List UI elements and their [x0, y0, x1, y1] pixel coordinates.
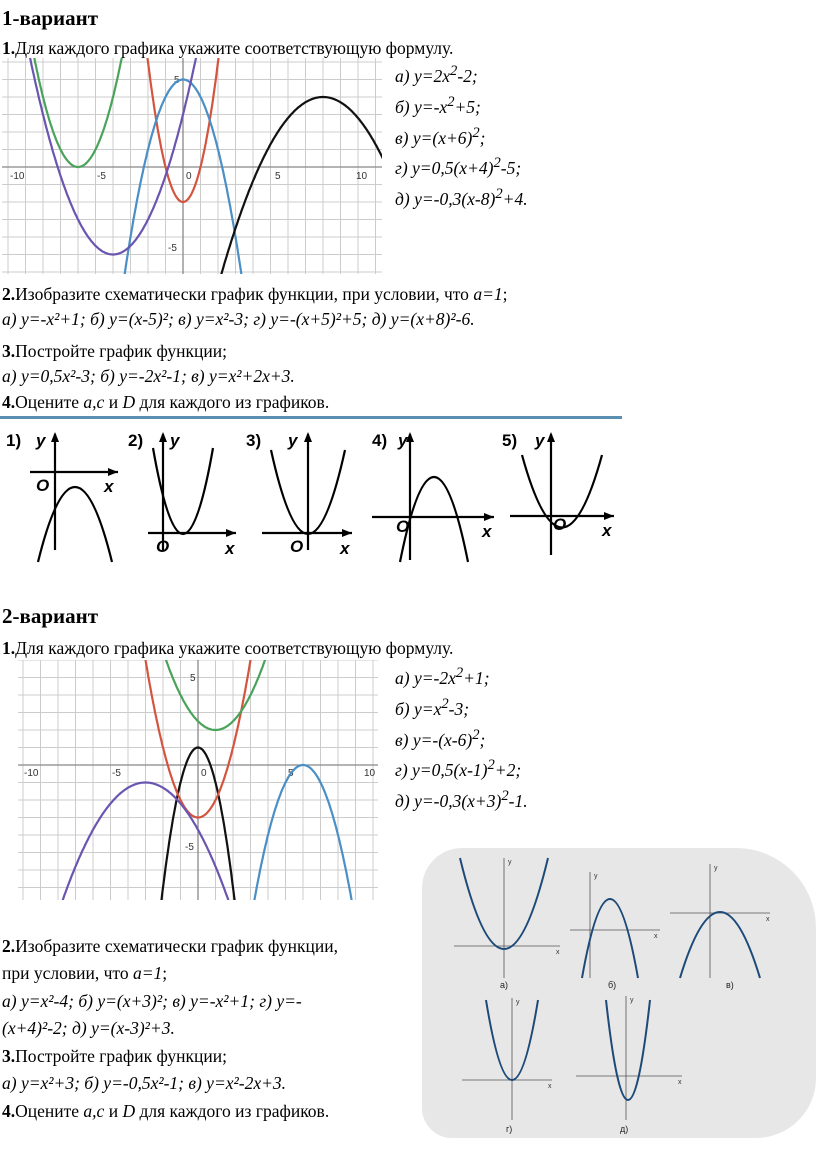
mini-graph-d-label: г) — [506, 1124, 513, 1134]
v2-tick-x-10: 10 — [364, 768, 376, 779]
v2-parabola-graph — [18, 660, 380, 902]
svg-text:y: y — [508, 859, 512, 866]
mini-graph-c-curve — [680, 912, 760, 978]
v2-task-3: 3.Постройте график функции; — [2, 1046, 227, 1066]
v1-formula-b: б) $y=-x^2+5$; — [395, 93, 481, 117]
svg-text:y: y — [594, 873, 598, 880]
v2-tick-x-5: 5 — [288, 768, 294, 779]
v1-curve-e — [2, 97, 384, 276]
mini-graph-b-curve — [582, 899, 638, 978]
v1-parabola-graph — [2, 58, 384, 276]
svg-text:y: y — [630, 997, 634, 1004]
v2-task-2-items-2: (x+4)²-2; д) y=(x-3)²+3. — [2, 1018, 175, 1038]
v1-curve-d — [2, 58, 384, 255]
mini-graph-b-label: б) — [608, 980, 617, 990]
mini-graph-c-label: в) — [726, 980, 734, 990]
v2-task-2-line2: при условии, что a=1; — [2, 963, 168, 983]
svg-text:y: y — [170, 431, 180, 450]
v2-task-3-items: а) y=x²+3; б) y=-0,5x²-1; в) y=x²-2x+3. — [2, 1073, 287, 1093]
v2-tick-x-neg10: -10 — [24, 768, 39, 779]
sketch-2-num: 2) — [128, 431, 144, 450]
v1-tick-x-10: 10 — [356, 171, 368, 182]
v2-formula-a: а) $y=-2x^2+1$; — [395, 665, 490, 688]
svg-text:x: x — [340, 539, 350, 558]
v1-task-4: 4.Оцените a,c и D для каждого из графиков. — [2, 392, 330, 412]
svg-text:x: x — [654, 933, 658, 940]
v2-tick-y-neg5: -5 — [185, 842, 194, 853]
v1-formula-list — [395, 58, 528, 212]
svg-text:x: x — [104, 477, 114, 496]
v2-task-1: 1.Для каждого графика укажите соответствующую формулу. — [2, 638, 454, 658]
svg-text:y: y — [288, 431, 298, 450]
mini-graph-e-curve — [606, 1000, 650, 1100]
v1-grid — [2, 58, 382, 274]
svg-text:x: x — [556, 949, 560, 956]
v2-task-4: 4.Оцените a,c и D для каждого из графиков. — [2, 1101, 330, 1121]
svg-text:x: x — [482, 522, 492, 541]
svg-text:O: O — [553, 515, 567, 534]
mini-graph-a-label: а) — [500, 980, 509, 990]
svg-text:x: x — [678, 1079, 682, 1086]
sketch-4-num: 4) — [372, 431, 388, 450]
v1-task-3: 3.Постройте график функции; — [2, 341, 227, 361]
v2-formula-e: д) $y=-0,3(x+3)^2-1$. — [395, 788, 528, 812]
v2-formula-b: б) $y=x^2-3$; — [395, 695, 470, 719]
svg-text:y: y — [535, 431, 545, 450]
v2-task-2-items-1: а) y=x²-4; б) y=(x+3)²; в) y=-x²+1; г) y=- — [2, 991, 302, 1011]
v2-curves — [18, 660, 380, 902]
svg-text:x: x — [602, 521, 612, 540]
v1-formula-d: г) $y=0,5(x+4)^2-5$; — [395, 155, 522, 179]
v2-mini-graphs — [440, 850, 810, 1135]
svg-text:O: O — [36, 476, 50, 495]
v2-task-2: 2.Изобразите схематически график функции, — [2, 936, 338, 956]
v1-task-3-items: а) y=0,5x²-3; б) y=-2x²-1; в) y=x²+2x+3. — [2, 366, 295, 386]
svg-text:O: O — [290, 537, 304, 556]
separator-bar — [0, 416, 622, 419]
v1-curve-b — [2, 80, 384, 277]
v2-formula-list — [395, 660, 528, 814]
v1-tick-x-5: 5 — [275, 171, 281, 182]
svg-text:y: y — [398, 431, 408, 450]
sketch-1-num: 1) — [6, 431, 22, 450]
svg-text:y: y — [36, 431, 46, 450]
v2-tick-x-neg5: -5 — [112, 768, 121, 779]
v1-task-2: 2.Изобразите схематически график функции, при условии, что a=1; — [2, 284, 508, 304]
v1-formula-a: а) $y=2x^2-2$; — [395, 63, 478, 86]
v2-tick-y-5: 5 — [190, 673, 196, 684]
v1-task-1-num: 1. — [2, 38, 16, 58]
v1-task-1 — [2, 36, 453, 60]
sketch-1-curve — [38, 487, 112, 562]
sketch-5-num: 5) — [502, 431, 518, 450]
variant-2-title: 2-вариант — [2, 604, 99, 628]
v1-tick-x-0: 0 — [186, 171, 192, 182]
v2-curve-a — [18, 748, 380, 903]
svg-text:y: y — [714, 865, 718, 872]
v2-formula-c: в) $y=-(x-6)^2$; — [395, 726, 486, 750]
sketch-3-num: 3) — [246, 431, 262, 450]
svg-text:O: O — [396, 517, 410, 536]
svg-text:x: x — [766, 916, 770, 923]
v1-tick-x-neg10: -10 — [10, 171, 25, 182]
svg-text:y: y — [516, 999, 520, 1006]
svg-text:O: O — [156, 537, 170, 556]
v1-formula-c: в) $y=(x+6)^2$; — [395, 124, 486, 148]
v1-tick-y-5: 5 — [174, 75, 180, 86]
v1-sketch-panel — [0, 420, 622, 570]
mini-graph-e-label: д) — [620, 1124, 629, 1134]
v1-formula-e: д) $y=-0,3(x-8)^2+4$. — [395, 186, 528, 210]
v1-task-2-items: а) y=-x²+1; б) y=(x-5)²; в) y=x²-3; г) y=-(x+5)²+5; д) y=(x+8)²-6. — [2, 309, 475, 329]
v2-formula-d: г) $y=0,5(x-1)^2+2$; — [395, 757, 522, 781]
variant-1-title: 1-вариант — [2, 6, 99, 30]
v2-tick-x-0: 0 — [201, 768, 207, 779]
v1-tick-y-neg5: -5 — [168, 243, 177, 254]
svg-text:x: x — [225, 539, 235, 558]
svg-text:x: x — [548, 1083, 552, 1090]
v1-tick-x-neg5: -5 — [97, 171, 106, 182]
v1-task-1-text: Для каждого графика укажите соответствующую формулу. — [15, 38, 454, 58]
